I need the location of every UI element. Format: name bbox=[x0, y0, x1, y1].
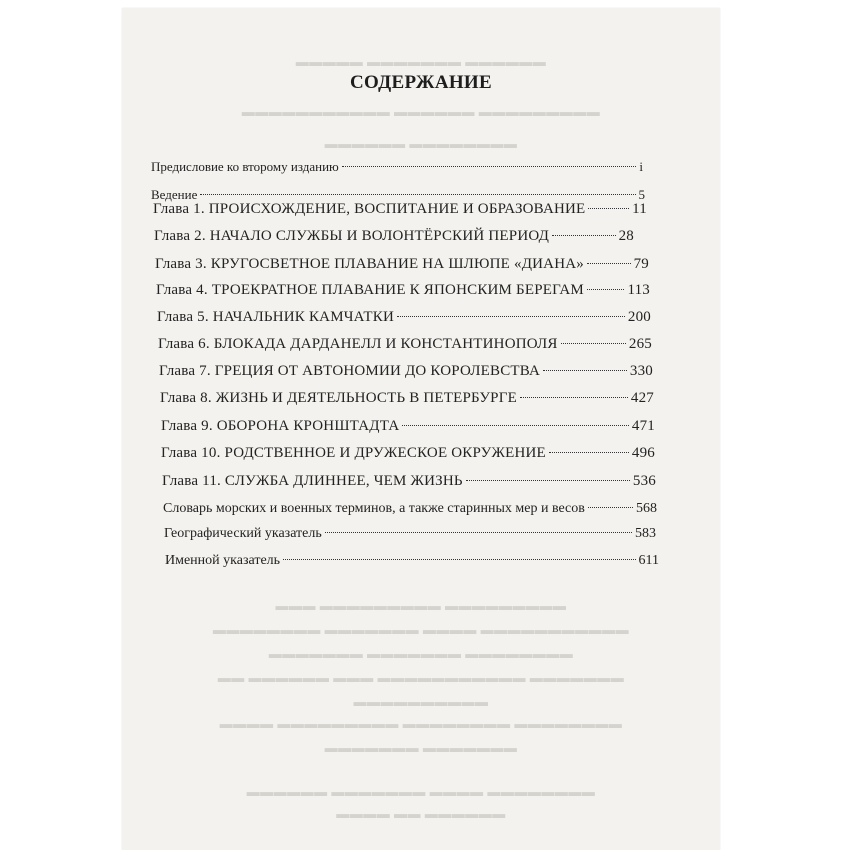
toc-entry-label: Глава 5. НАЧАЛЬНИК КАМЧАТКИ bbox=[157, 309, 394, 325]
toc-entry-page: 79 bbox=[633, 256, 649, 272]
bleed-through-text: ▬▬▬▬▬▬▬▬▬▬▬ ▬▬▬▬▬▬ ▬▬▬▬▬▬▬▬▬ bbox=[241, 104, 601, 119]
toc-entry-label: Глава 3. КРУГОСВЕТНОЕ ПЛАВАНИЕ НА ШЛЮПЕ «ДИАНА» bbox=[155, 256, 584, 272]
dot-leader bbox=[552, 235, 616, 236]
toc-entry-label: Глава 10. РОДСТВЕННОЕ И ДРУЖЕСКОЕ ОКРУЖЕНИЕ bbox=[161, 445, 546, 461]
toc-entry-label: Предисловие ко второму изданию bbox=[151, 159, 339, 174]
bleed-through-text: ▬▬▬▬▬▬▬ ▬▬▬▬▬▬▬ ▬▬▬▬▬▬▬▬ bbox=[268, 646, 574, 661]
toc-entry-label: Словарь морских и военных терминов, а также старинных мер и весов bbox=[163, 501, 585, 516]
dot-leader bbox=[402, 425, 629, 426]
toc-entry-label: Ведение bbox=[151, 187, 198, 202]
toc-entry[interactable] bbox=[163, 501, 657, 517]
toc-entry-label: Глава 1. ПРОИСХОЖДЕНИЕ, ВОСПИТАНИЕ И ОБРАЗОВАНИЕ bbox=[153, 201, 586, 217]
toc-entry[interactable] bbox=[153, 201, 647, 218]
dot-leader bbox=[200, 194, 635, 195]
toc-entry-page: 5 bbox=[638, 187, 645, 202]
toc-entry[interactable] bbox=[156, 282, 650, 299]
dot-leader bbox=[561, 343, 626, 344]
toc-entry-page: 330 bbox=[629, 363, 653, 379]
toc-entry-page: 583 bbox=[635, 526, 656, 541]
toc-entry-page: 496 bbox=[631, 445, 655, 461]
dot-leader bbox=[520, 397, 628, 398]
toc-entry-page: 568 bbox=[636, 501, 657, 516]
toc-entry-label: Глава 4. ТРОЕКРАТНОЕ ПЛАВАНИЕ К ЯПОНСКИМ БЕРЕГАМ bbox=[156, 282, 584, 298]
toc-entry-page: 28 bbox=[618, 228, 634, 244]
toc-entry[interactable] bbox=[158, 336, 652, 353]
document-page bbox=[122, 8, 720, 850]
toc-entry-page: 113 bbox=[627, 282, 650, 298]
toc-entry[interactable] bbox=[154, 228, 634, 245]
dot-leader bbox=[588, 208, 629, 209]
toc-entry[interactable] bbox=[155, 256, 649, 273]
bleed-through-text: ▬▬▬▬▬▬▬ ▬▬▬▬▬▬▬ bbox=[324, 740, 518, 755]
bleed-through-text: ▬▬ ▬▬▬▬▬▬ ▬▬▬ ▬▬▬▬▬▬▬▬▬▬▬ ▬▬▬▬▬▬▬ bbox=[217, 670, 625, 685]
dot-leader bbox=[342, 166, 637, 167]
toc-entry-label: Глава 7. ГРЕЦИЯ ОТ АВТОНОМИИ ДО КОРОЛЕВСТВА bbox=[159, 363, 541, 379]
dot-leader bbox=[283, 559, 635, 560]
toc-entry-label: Глава 8. ЖИЗНЬ И ДЕЯТЕЛЬНОСТЬ В ПЕТЕРБУРГЕ bbox=[160, 390, 517, 406]
bleed-through-text: ▬▬▬▬▬▬▬▬ ▬▬▬▬▬▬▬ ▬▬▬▬ ▬▬▬▬▬▬▬▬▬▬▬ bbox=[212, 622, 630, 637]
dot-leader bbox=[588, 507, 633, 508]
toc-entry-page: 200 bbox=[627, 309, 651, 325]
toc-entry-label: Глава 11. СЛУЖБА ДЛИННЕЕ, ЧЕМ ЖИЗНЬ bbox=[162, 473, 463, 489]
bleed-through-text: ▬▬▬▬▬▬ ▬▬▬▬▬▬▬ ▬▬▬▬ ▬▬▬▬▬▬▬▬ bbox=[246, 784, 596, 799]
toc-entry[interactable] bbox=[159, 363, 653, 380]
dot-leader bbox=[587, 289, 625, 290]
toc-entry[interactable] bbox=[151, 159, 643, 175]
toc-entry-page: 471 bbox=[631, 418, 655, 434]
toc-entry-label: Глава 6. БЛОКАДА ДАРДАНЕЛЛ И КОНСТАНТИНОПОЛЯ bbox=[158, 336, 558, 352]
dot-leader bbox=[549, 452, 629, 453]
dot-leader bbox=[397, 316, 625, 317]
dot-leader bbox=[325, 532, 632, 533]
bleed-through-text: ▬▬▬▬▬▬▬▬▬▬ bbox=[353, 694, 489, 709]
toc-entry-page: 611 bbox=[638, 553, 659, 568]
toc-entry-label: Именной указатель bbox=[165, 553, 281, 568]
toc-entry-label: Глава 2. НАЧАЛО СЛУЖБЫ И ВОЛОНТЁРСКИЙ ПЕРИОД bbox=[154, 228, 550, 244]
toc-entry[interactable] bbox=[157, 309, 651, 326]
bleed-through-text: ▬▬▬▬▬▬ ▬▬▬▬▬▬▬▬ bbox=[324, 136, 518, 151]
toc-entry-page: 265 bbox=[628, 336, 652, 352]
toc-entry[interactable] bbox=[164, 526, 656, 542]
toc-entry-label: Глава 9. ОБОРОНА КРОНШТАДТА bbox=[161, 418, 400, 434]
dot-leader bbox=[587, 263, 631, 264]
toc-entry-page: 427 bbox=[630, 390, 654, 406]
toc-entry-page: i bbox=[639, 159, 643, 174]
bleed-through-text: ▬▬▬▬ ▬▬ ▬▬▬▬▬▬ bbox=[336, 806, 506, 821]
toc-entry-page: 11 bbox=[632, 201, 647, 217]
toc-entry[interactable] bbox=[165, 553, 659, 569]
toc-entry[interactable] bbox=[161, 418, 655, 435]
toc-entry[interactable] bbox=[162, 473, 656, 490]
dot-leader bbox=[466, 480, 630, 481]
bleed-through-text: ▬▬▬ ▬▬▬▬▬▬▬▬▬ ▬▬▬▬▬▬▬▬▬ bbox=[275, 598, 567, 613]
dot-leader bbox=[543, 370, 627, 371]
toc-title: СОДЕРЖАНИЕ bbox=[350, 72, 492, 93]
toc-entry[interactable] bbox=[160, 390, 654, 407]
bleed-through-text: ▬▬▬▬▬ ▬▬▬▬▬▬▬ ▬▬▬▬▬▬ bbox=[295, 54, 547, 69]
bleed-through-text: ▬▬▬▬ ▬▬▬▬▬▬▬▬▬ ▬▬▬▬▬▬▬▬ ▬▬▬▬▬▬▬▬ bbox=[219, 716, 623, 731]
toc-entry-label: Географический указатель bbox=[164, 526, 322, 541]
toc-entry-page: 536 bbox=[632, 473, 656, 489]
toc-entry[interactable] bbox=[161, 445, 655, 462]
